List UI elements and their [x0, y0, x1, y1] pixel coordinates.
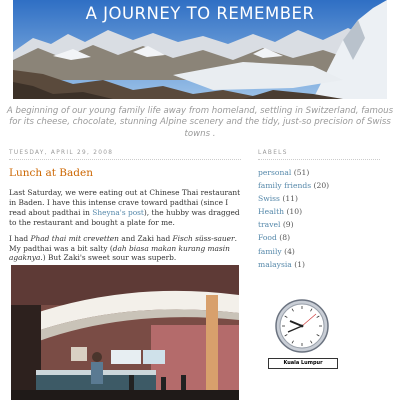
sidebar: [258, 150, 398, 271]
blog-title[interactable]: A JOURNEY TO REMEMBER: [85, 4, 315, 23]
label-item: [258, 218, 398, 231]
post-text: Last Saturday, we were eating out at Chinese Thai restaurant in Baden. I have this intense crave toward padthai (since I read about padthai in: [9, 188, 241, 217]
label-item: [258, 245, 398, 258]
label-item: [258, 258, 398, 271]
post-aside: dah biasa makan kurang masin agaknya.: [9, 243, 230, 263]
label-count: (9): [282, 220, 294, 230]
labels-list: [258, 166, 398, 271]
label-count: (51): [293, 168, 310, 177]
post-paragraph: [9, 188, 241, 228]
sheyna-post-link[interactable]: Sheyna's post: [92, 207, 144, 217]
label-link-travel[interactable]: travel: [258, 220, 281, 230]
post-body: [9, 188, 241, 263]
label-link-swiss[interactable]: Swiss: [258, 194, 280, 204]
label-item: [258, 231, 398, 244]
blog-tagline: A beginning of our young family life away from homeland, settling in Switzerland, famous for its cheese, chocolate, stunning Alpine scenery and the tidy, just-so precision of Swiss towns .: [6, 106, 394, 139]
post-text: I had: [9, 233, 31, 243]
label-item: [258, 205, 398, 218]
post-text: and Zaki had: [118, 233, 173, 243]
post-column: [9, 150, 241, 269]
label-link-family[interactable]: family: [258, 246, 282, 256]
label-link-malaysia[interactable]: malaysia: [258, 259, 292, 269]
label-count: (11): [282, 194, 298, 204]
post-title[interactable]: Lunch at Baden: [9, 167, 93, 179]
label-link-food[interactable]: Food: [258, 233, 277, 243]
restaurant-photo[interactable]: [11, 265, 239, 400]
clock-icon: [268, 296, 340, 356]
label-count: (1): [294, 259, 306, 269]
dish-name: Fisch süss-sauer: [172, 233, 235, 243]
post-text: ), the hubby was dragged to the restaurant and bought a plate for me.: [9, 207, 240, 227]
label-item: [258, 166, 398, 179]
label-count: (8): [279, 233, 291, 243]
label-link-family-friends[interactable]: family friends: [258, 181, 312, 191]
label-count: (10): [286, 207, 303, 217]
post-paragraph: [9, 234, 241, 264]
post-date: TUESDAY, APRIL 29, 2008: [9, 150, 241, 160]
restaurant-interior-image: [11, 265, 239, 400]
post-text: ) But Zaki's sweet sour was superb.: [42, 253, 177, 263]
header-banner: [13, 0, 387, 99]
label-link-health[interactable]: Health: [258, 207, 285, 217]
labels-heading: LABELS: [258, 150, 380, 160]
clock-city-label: Kuala Lumpur: [268, 358, 338, 369]
dish-name: Phad thai mit crevetten: [30, 233, 119, 243]
post-text: . My padthai was a bit salty (: [9, 233, 237, 253]
label-item: [258, 179, 398, 192]
label-count: (4): [284, 246, 295, 256]
label-link-personal[interactable]: personal: [258, 168, 292, 177]
label-count: (20): [313, 181, 330, 191]
label-item: [258, 192, 398, 205]
